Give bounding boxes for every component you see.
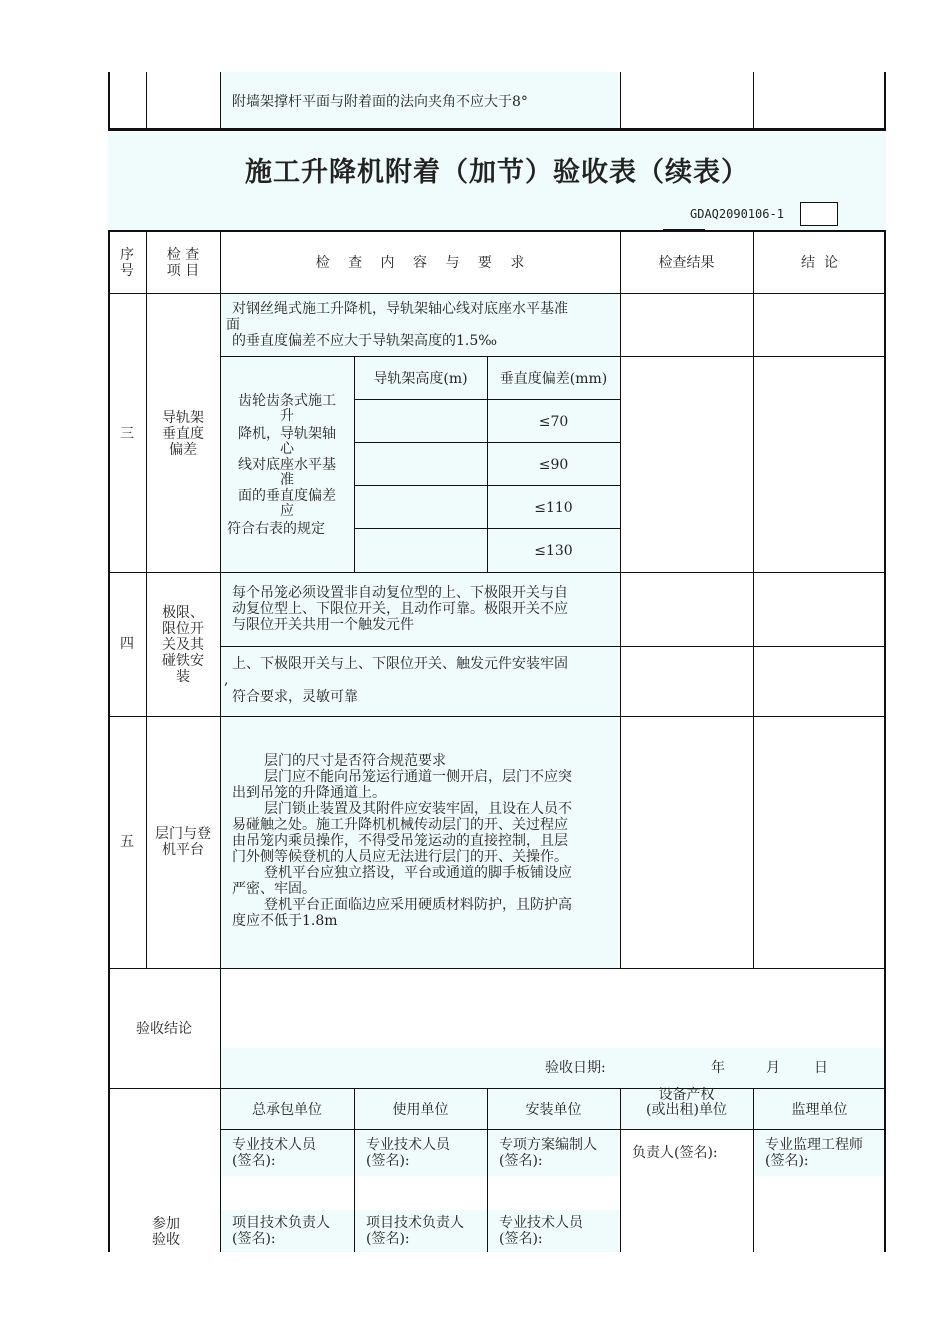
- divider: [108, 230, 886, 232]
- s4-item-1: 极限、: [162, 605, 204, 621]
- s5-req-line: 严密、牢固。: [232, 881, 316, 897]
- page-title: 施工升降机附着（加节）验收表（续表）: [245, 157, 749, 188]
- s3-table-value: ≤70: [538, 414, 569, 430]
- s5-req-line: 层门应不能向吊笼运行通道一侧开启，层门不应突: [264, 769, 572, 785]
- s5-req-line: 易碰触之处。施工升降机机械传动层门的开、关过程应: [232, 817, 568, 833]
- s3-table-head-height: 导轨架高度(m): [373, 371, 468, 387]
- header-result: 检查结果: [658, 255, 715, 271]
- s5-req-line: 登机平台正面临边应采用硬质材料防护，且防护高: [264, 897, 572, 913]
- divider: [884, 232, 886, 1252]
- divider: [753, 72, 754, 129]
- header-seq-2: 号: [120, 263, 134, 279]
- unit-owner-1: 设备产权: [658, 1087, 715, 1103]
- sign-gc-tech-2: (签名):: [232, 1153, 276, 1169]
- sign-user-tech-2: (签名):: [366, 1153, 410, 1169]
- s3-req1-line2: 面: [226, 317, 240, 333]
- sign-supervisor-2: (签名):: [765, 1153, 809, 1169]
- sign-installer-tech-2: (签名):: [499, 1231, 543, 1247]
- s3-req1-line3: 的垂直度偏差不应大于导轨架高度的1.5‰: [232, 333, 498, 349]
- s4-item-5: 装: [176, 669, 190, 685]
- unit-supervisor: 监理单位: [791, 1102, 848, 1118]
- sign-user-lead-1: 项目技术负责人: [366, 1215, 464, 1231]
- divider: [220, 356, 620, 357]
- divider: [663, 229, 705, 232]
- sign-gc-lead-2: (签名):: [232, 1231, 276, 1247]
- sign-gc-tech-1: 专业技术人员: [232, 1137, 316, 1153]
- sign-user-tech-1: 专业技术人员: [366, 1137, 450, 1153]
- header-content: 检 查 内 容 与 要 求: [315, 255, 525, 271]
- sign-installer-tech-1: 专业技术人员: [499, 1215, 583, 1231]
- divider: [108, 293, 220, 294]
- form-code-box[interactable]: [800, 202, 838, 226]
- header-item-2: 项 目: [166, 263, 200, 279]
- s4-item-2: 限位开: [162, 621, 204, 637]
- s5-req-line: 门外侧等候登机的人员应无法进行层门的开、关操作。: [232, 849, 568, 865]
- s5-req-line: 层门的尺寸是否符合规范要求: [264, 753, 446, 769]
- divider: [620, 72, 621, 129]
- s4-req1-line1: 每个吊笼必须设置非自动复位型的上、下极限开关与自: [232, 585, 568, 601]
- sign-supervisor-1: 专业监理工程师: [765, 1137, 863, 1153]
- unit-user: 使用单位: [392, 1102, 449, 1118]
- sign-user-lead-2: (签名):: [366, 1231, 410, 1247]
- s4-req2-comma: ,: [224, 672, 229, 688]
- s3-req2-line1: 齿轮齿条式施工: [238, 393, 336, 409]
- divider: [108, 72, 110, 129]
- s4-item-4: 碰铁安: [162, 653, 204, 669]
- s3-req2-line2: 升: [280, 408, 294, 424]
- divider: [884, 72, 886, 129]
- s5-item-2: 机平台: [162, 842, 204, 858]
- s3-table-head-deviation: 垂直度偏差(mm): [499, 371, 608, 387]
- sign-installer-plan-2: (签名):: [499, 1153, 543, 1169]
- s3-req2-line8: 应: [280, 503, 294, 519]
- s3-req2-line5: 线对底座水平基: [238, 457, 336, 473]
- s3-table-value: ≤110: [534, 500, 573, 516]
- divider: [220, 646, 886, 647]
- divider: [220, 1129, 886, 1130]
- s4-req2-line2: 符合要求，灵敏可靠: [232, 689, 358, 705]
- s3-req2-line9: 符合右表的规定: [227, 521, 325, 537]
- s5-seq: 五: [120, 834, 134, 850]
- top-row-content: 附墙架撑杆平面与附着面的法向夹角不应大于8°: [232, 94, 528, 110]
- acceptance-month: 月: [766, 1060, 780, 1076]
- sign-owner-head: 负责人(签名):: [632, 1145, 718, 1161]
- unit-owner-2: (或出租)单位: [646, 1102, 727, 1118]
- inspection-sheet: [108, 72, 886, 1252]
- divider: [220, 293, 886, 294]
- s3-req2-line3: 降机，导轨架轴: [238, 426, 336, 442]
- s5-req-line: 层门锁止装置及其附件应安装牢固，且设在人员不: [264, 801, 572, 817]
- s3-item-3: 偏差: [169, 442, 197, 458]
- acceptance-day: 日: [814, 1060, 828, 1076]
- divider: [753, 232, 754, 968]
- s3-table-value: ≤130: [534, 543, 573, 559]
- s3-table-value: ≤90: [538, 457, 569, 473]
- s3-item-2: 垂直度: [162, 426, 204, 442]
- header-conclusion: 结 论: [801, 255, 838, 271]
- s3-req2-line6: 准: [280, 472, 294, 488]
- s3-req2-line7: 面的垂直度偏差: [238, 488, 336, 504]
- header-item-1: 检 查: [166, 247, 200, 263]
- unit-general-contractor: 总承包单位: [252, 1102, 322, 1118]
- acceptance-date-label: 验收日期:: [545, 1060, 606, 1076]
- divider: [108, 572, 886, 573]
- divider: [108, 128, 886, 131]
- participants-label-1: 参加: [152, 1216, 180, 1232]
- participants-label-2: 验收: [152, 1232, 180, 1248]
- s3-seq: 三: [120, 426, 134, 442]
- s4-req1-line3: 与限位开关共用一个触发元件: [232, 617, 414, 633]
- divider: [108, 968, 886, 969]
- s5-req-line: 由吊笼内乘员操作，不得受吊笼运动的直接控制，且层: [232, 833, 568, 849]
- s4-item-3: 关及其: [162, 637, 204, 653]
- s3-item-1: 导轨架: [162, 410, 204, 426]
- s5-item-1: 层门与登: [155, 826, 211, 842]
- sign-gc-lead-1: 项目技术负责人: [232, 1215, 330, 1231]
- divider: [108, 1088, 886, 1089]
- divider: [108, 716, 886, 717]
- s4-seq: 四: [120, 636, 134, 652]
- acceptance-label: 验收结论: [136, 1021, 192, 1037]
- divider: [620, 232, 621, 968]
- divider: [108, 232, 110, 1252]
- s3-req2-line4: 心: [280, 441, 294, 457]
- divider: [354, 357, 355, 573]
- header-seq-1: 序: [120, 247, 134, 263]
- acceptance-year: 年: [711, 1060, 725, 1076]
- s4-req1-line2: 动复位型上、下限位开关，且动作可靠。极限开关不应: [232, 601, 568, 617]
- divider: [220, 232, 221, 1252]
- form-code: GDAQ2090106-1: [690, 207, 784, 221]
- s5-req-line: 出到吊笼的升降通道上。: [232, 785, 386, 801]
- divider: [146, 72, 147, 129]
- sign-installer-plan-1: 专项方案编制人: [499, 1137, 597, 1153]
- s4-req2-line1: 上、下极限开关与上、下限位开关、触发元件安装牢固: [232, 656, 568, 672]
- s5-req-line: 登机平台应独立搭设，平台或通道的脚手板铺设应: [264, 865, 572, 881]
- s5-req-line: 度应不低于1.8m: [232, 913, 338, 929]
- unit-installer: 安装单位: [525, 1102, 582, 1118]
- s3-req1-line1: 对钢丝绳式施工升降机，导轨架轴心线对底座水平基准: [232, 301, 568, 317]
- divider: [220, 72, 221, 129]
